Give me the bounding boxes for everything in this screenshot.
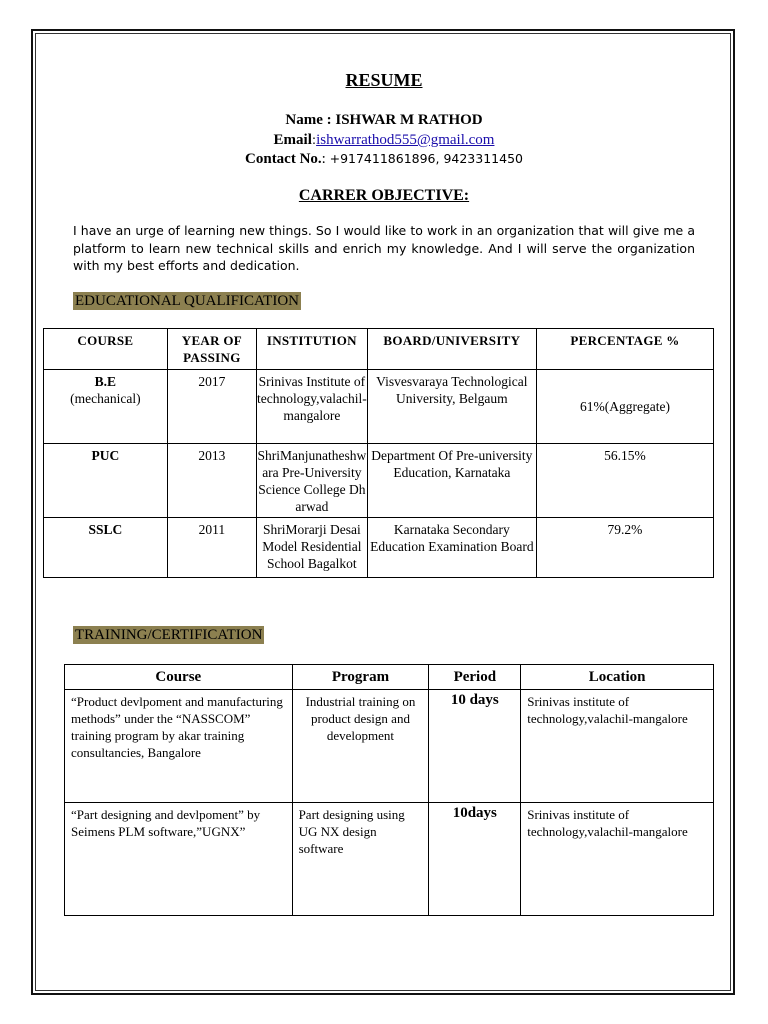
table-row — [44, 518, 714, 578]
training-header-row — [65, 665, 714, 690]
training-period-cell: 10 days — [429, 690, 521, 803]
board-cell: Karnataka Secondary Education Examination Board — [367, 518, 536, 578]
col-train-program: Program — [292, 665, 429, 690]
training-course-cell: “Product devlpoment and manufacturing methods” under the “NASSCOM” training program by akar training consultancies, Bangalore — [65, 690, 293, 803]
institution-cell: ShriMorarji Desai Model Residential School Bagalkot — [257, 518, 368, 578]
course-cell — [44, 370, 168, 444]
email-line — [0, 132, 768, 149]
table-row — [65, 803, 714, 916]
education-heading-wrap — [73, 291, 301, 311]
training-course-cell: “Part designing and devlpoment” by Seimens PLM software,”UGNX” — [65, 803, 293, 916]
col-train-period: Period — [429, 665, 521, 690]
contact-line — [0, 151, 768, 168]
course-name: SSLC — [88, 522, 123, 537]
education-table — [43, 328, 714, 578]
board-cell: Department Of Pre-university Education, Karnataka — [367, 444, 536, 518]
col-train-course: Course — [65, 665, 293, 690]
email-link[interactable]: ishwarrathod555@gmail.com — [316, 132, 495, 148]
name-line — [0, 112, 768, 129]
year-cell: 2011 — [167, 518, 256, 578]
board-cell: Visvesvaraya Technological University, Belgaum — [367, 370, 536, 444]
course-cell — [44, 518, 168, 578]
objective-text: I have an urge of learning new things. So I would like to work in an organization that will give me a platform to learn new technical skills and enrich my knowledge. And I will serve the organization with my best efforts and dedication. — [73, 223, 695, 273]
col-course: COURSE — [44, 329, 168, 370]
col-institution: INSTITUTION — [257, 329, 368, 370]
course-name: PUC — [91, 448, 120, 463]
training-program-cell: Industrial training on product design and development — [292, 690, 429, 803]
training-heading: TRAINING/CERTIFICATION — [75, 627, 263, 643]
col-board: BOARD/UNIVERSITY — [367, 329, 536, 370]
institution-cell: ShriManjunatheshwara Pre-University Science College Dharwad — [257, 444, 368, 518]
resume-title: RESUME — [345, 70, 423, 90]
percentage-cell: 61%(Aggregate) — [536, 370, 713, 444]
training-heading-wrap — [73, 625, 264, 645]
contact-label: Contact No. — [245, 151, 322, 167]
percentage-cell: 79.2% — [536, 518, 713, 578]
training-location-cell: Srinivas institute of technology,valachil-mangalore — [521, 690, 714, 803]
email-separator: : — [311, 132, 317, 147]
contact-value: +917411861896, 9423311450 — [329, 151, 523, 166]
col-year: YEAR OF PASSING — [167, 329, 256, 370]
year-cell: 2013 — [167, 444, 256, 518]
course-name: B.E — [94, 374, 117, 389]
objective-heading: CARRER OBJECTIVE: — [298, 187, 470, 204]
year-cell: 2017 — [167, 370, 256, 444]
education-heading: EDUCATIONAL QUALIFICATION — [75, 293, 300, 309]
table-row — [65, 690, 714, 803]
training-program-cell: Part designing using UG NX design software — [292, 803, 429, 916]
col-percentage: PERCENTAGE % — [536, 329, 713, 370]
education-header-row — [44, 329, 714, 370]
course-sub: (mechanical) — [70, 391, 141, 406]
course-cell — [44, 444, 168, 518]
table-row — [44, 444, 714, 518]
table-row — [44, 370, 714, 444]
training-period-cell: 10days — [429, 803, 521, 916]
percentage-cell: 56.15% — [536, 444, 713, 518]
contact-separator: : — [321, 151, 330, 167]
name-value: ISHWAR M RATHOD — [335, 112, 483, 128]
name-label: Name : — [285, 112, 336, 128]
training-location-cell: Srinivas institute of technology,valachil-mangalore — [521, 803, 714, 916]
institution-cell: Srinivas Institute of technology,valachil-mangalore — [257, 370, 368, 444]
col-train-location: Location — [521, 665, 714, 690]
training-table — [64, 664, 714, 916]
email-label: Email — [273, 132, 312, 148]
